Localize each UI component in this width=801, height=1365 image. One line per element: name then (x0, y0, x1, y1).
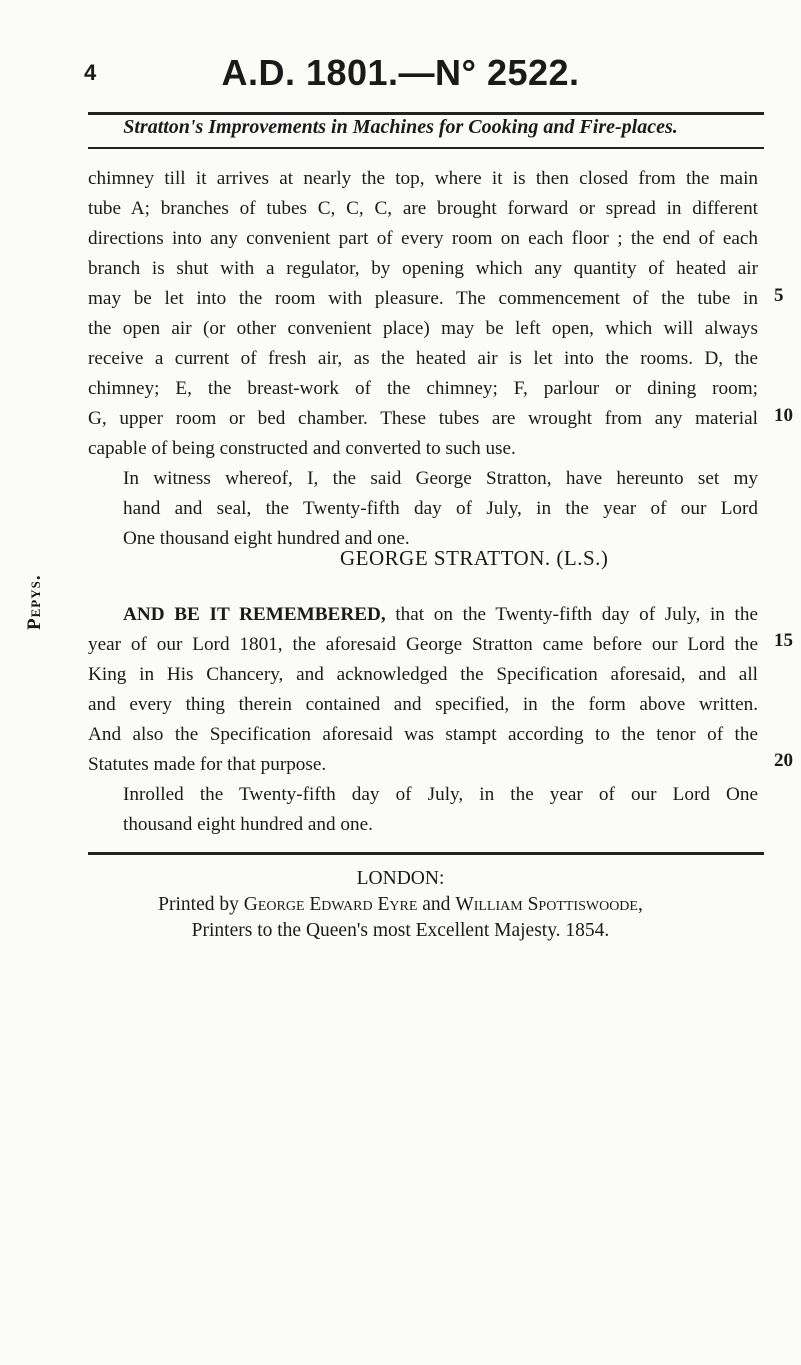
specification-paragraph (88, 164, 758, 464)
imprint (0, 866, 801, 944)
text-line: the open air (or other convenient place) may be left open, which will always (88, 318, 758, 339)
subtitle-rule (88, 147, 764, 149)
page-number: 4 (84, 60, 97, 85)
text-line: year of our Lord 1801, the aforesaid George Stratton came before our Lord the (88, 634, 758, 655)
patent-title: A.D. 1801.—N° 2522. (221, 52, 580, 93)
text-line: thousand eight hundred and one. (123, 814, 373, 835)
text-line: tube A; branches of tubes C, C, C, are brought forward or spread in different (88, 198, 758, 219)
imprint-printers: Printed by George Edward Eyre and William Spottiswoode, (158, 894, 643, 915)
text-line: branch is shut with a regulator, by opening which any quantity of heated air (88, 258, 758, 279)
text-line: In witness whereof, I, the said George Stratton, have hereunto set my (123, 468, 758, 489)
text-line: may be let into the room with pleasure. The commencement of the tube in (88, 288, 758, 309)
line-number-10: 10 (774, 405, 793, 426)
remembered-paragraph (88, 600, 758, 780)
signature: GEORGE STRATTON. (L.S.) (340, 546, 609, 570)
line-number-15: 15 (774, 630, 793, 651)
text-line: Inrolled the Twenty-fifth day of July, in the year of our Lord One (123, 784, 758, 805)
line-number-20: 20 (774, 750, 793, 771)
text-line: King in His Chancery, and acknowledged the Specification aforesaid, and all (88, 664, 758, 685)
text-line: chimney; E, the breast-work of the chimney; F, parlour or dining room; (88, 378, 758, 399)
text-line: capable of being constructed and converted to such use. (88, 438, 516, 459)
text-line: chimney till it arrives at nearly the top, where it is then closed from the main (88, 168, 758, 189)
text-line: And also the Specification aforesaid was stampt according to the tenor of the (88, 724, 758, 745)
text-line: receive a current of fresh air, as the heated air is let into the rooms. D, the (88, 348, 758, 369)
text-line: directions into any convenient part of every room on each floor ; the end of each (88, 228, 758, 249)
witness-paragraph (123, 464, 758, 554)
lead-words: AND BE IT REMEMBERED, (123, 604, 386, 625)
running-subtitle: Stratton's Improvements in Machines for Cooking and Fire-places. (123, 116, 678, 138)
imprint-city: LONDON: (356, 868, 445, 889)
inrolled-paragraph (123, 780, 758, 840)
text-line: G, upper room or bed chamber. These tubes are wrought from any material (88, 408, 758, 429)
header-rule (88, 112, 764, 115)
imprint-line2: Printers to the Queen's most Excellent Majesty. 1854. (191, 920, 610, 941)
side-label: Pepys. (24, 574, 45, 630)
text-line: AND BE IT REMEMBERED, that on the Twenty-fifth day of July, in the (123, 604, 758, 625)
text-line: and every thing therein contained and specified, in the form above written. (88, 694, 758, 715)
text-line: hand and seal, the Twenty-fifth day of July, in the year of our Lord (123, 498, 758, 519)
text-line: One thousand eight hundred and one. (123, 528, 410, 549)
line-number-5: 5 (774, 285, 784, 306)
footer-rule (88, 852, 764, 855)
text-line: Statutes made for that purpose. (88, 754, 327, 775)
